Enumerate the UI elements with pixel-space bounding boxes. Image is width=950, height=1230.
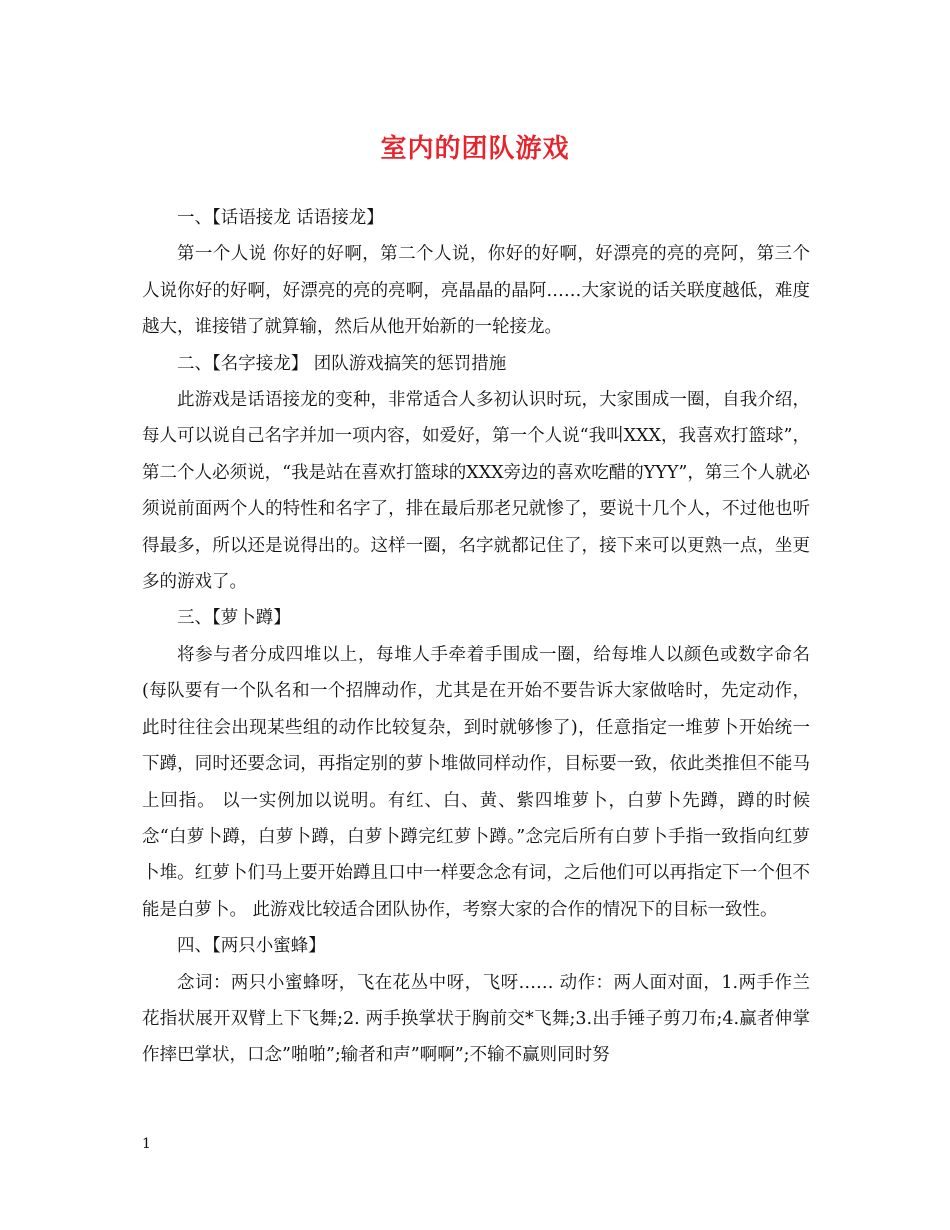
section-paragraph-4: 念词：两只小蜜蜂呀，飞在花丛中呀，飞呀…… 动作：两人面对面，1.两手作兰花指状展开双臂上下飞舞;2. 两手换掌状于胸前交*飞舞;3.出手锤子剪刀布;4.赢者伸掌作摔巴掌状，口念”啪啪”;输者和声”啊啊”;不输不赢则同时努 [142,972,810,1066]
section-heading-3: 三、【萝卜蹲】 [177,608,291,629]
section-paragraph-3: 将参与者分成四堆以上，每堆人手牵着手围成一圈，给每堆人以颜色或数字命名(每队要有一个队名和一个招牌动作，尤其是在开始不要告诉大家做啥时，先定动作，此时往往会出现某些组的动作比较复杂，到时就够惨了)，任意指定一堆萝卜开始统一下蹲，同时还要念词，再指定别的萝卜堆做同样动作，目标要一致，依此类推但不能马上回指。 以一实例加以说明。有红、白、黄、紫四堆萝卜，白萝卜先蹲，蹲的时候念“白萝卜蹲，白萝卜蹲，白萝卜蹲完红萝卜蹲。”念完后所有白萝卜手指一致指向红萝卜堆。红萝卜们马上要开始蹲且口中一样要念念有词，之后他们可以再指定下一个但不能是白萝卜。 此游戏比较适合团队协作，考察大家的合作的情况下的目标一致性。 [142,644,810,920]
section-heading-4: 四、【两只小蜜蜂】 [177,936,326,957]
page-number: 1 [142,1136,151,1152]
section-heading-2: 二、【名字接龙】 团队游戏搞笑的惩罚措施 [177,353,507,374]
page-title: 室内的团队游戏 [380,134,570,164]
section-paragraph-2: 此游戏是话语接龙的变种，非常适合人多初认识时玩，大家围成一圈，自我介绍，每人可以说自己名字并加一项内容，如爱好，第一个人说“我叫XXX，我喜欢打篮球”，第二个人必须说，“我是站在喜欢打篮球的XXX旁边的喜欢吃醋的YYY”，第三个人就必须说前面两个人的特性和名字了，排在最后那老兄就惨了，要说十几个人，不过他也听得最多，所以还是说得出的。这样一圈，名字就都记住了，接下来可以更熟一点，坐更多的游戏了。 [142,390,810,593]
section-heading-1: 一、【话语接龙 话语接龙】 [177,208,384,228]
document-body [142,200,810,1074]
section-paragraph-1: 第一个人说 你好的好啊，第二个人说，你好的好啊，好漂亮的亮的亮阿，第三个人说你好的好啊，好漂亮的亮的亮啊，亮晶晶的晶阿……大家说的话关联度越低，难度越大，谁接错了就算输，然后从他开始新的一轮接龙。 [142,244,810,338]
